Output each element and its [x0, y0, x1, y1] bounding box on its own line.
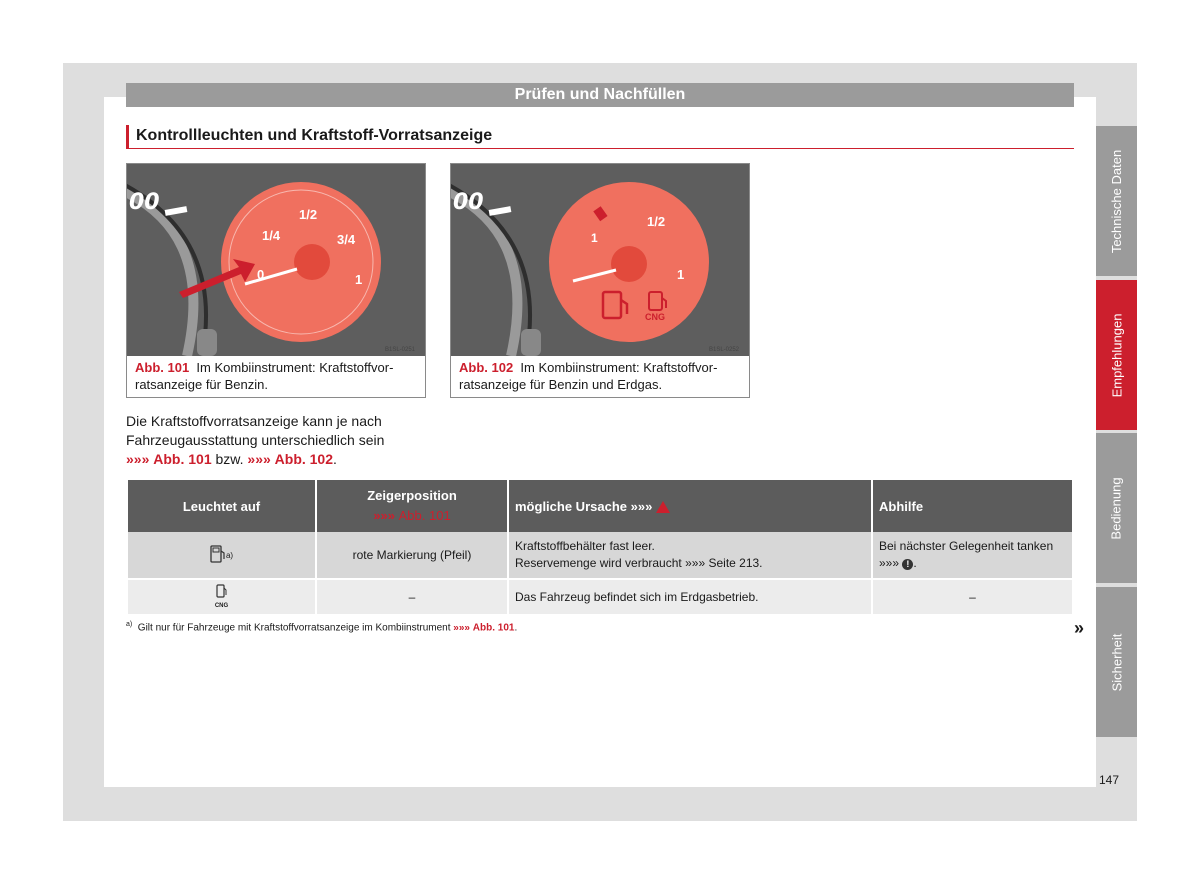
link-abb-101[interactable]: Abb. 101: [398, 508, 451, 523]
gauge-mark-half: 1/2: [299, 207, 318, 222]
gauge-mark-quarter: 1/4: [262, 228, 281, 243]
section-header: Prüfen und Nachfüllen: [126, 83, 1074, 107]
gauge-mark-full: 1: [355, 272, 363, 287]
figure-101: [126, 163, 426, 398]
info-circle-icon: !: [902, 559, 913, 570]
fuel-pump-icon: [210, 545, 226, 563]
footnote: $^{a)}$ Gilt nur für Fahrzeuge mit Kraftstoffvorratsanzeige im Kombiinstrument »»» Abb. 101.: [126, 621, 518, 634]
header-moegliche-ursache: mögliche Ursache »»»: [509, 480, 871, 532]
figure-code: B1SL-0251: [385, 347, 416, 353]
header-leuchtet-auf: Leuchtet auf: [128, 480, 315, 532]
table-row: $^{a)}$ rote Markierung (Pfeil) Kraftstoffbehälter fast leer. Reservemenge wird verbraucht »»» Seite 213. Bei nächster Gelegenheit tanken »»» ! .: [128, 532, 1072, 580]
continue-marker: »: [1074, 618, 1085, 638]
cng-label: CNG: [645, 312, 665, 322]
side-tab-empfehlungen[interactable]: Empfehlungen: [1096, 280, 1137, 430]
gauge-mark-full: 1: [677, 267, 685, 282]
warning-light-table: [126, 480, 1074, 616]
gauge-mark-three-quarter: 3/4: [337, 232, 356, 247]
link-abb-102[interactable]: Abb. 102: [274, 451, 334, 467]
link-seite-213[interactable]: Seite 213.: [708, 556, 763, 570]
page-number: 147: [1099, 773, 1120, 787]
side-tab-sicherheit[interactable]: Sicherheit: [1096, 587, 1137, 737]
table-row: CNG – Das Fahrzeug befindet sich im Erdgasbetrieb. –: [128, 580, 1072, 616]
figure-code: B1SL-0252: [709, 347, 740, 353]
figure-102: [450, 163, 750, 398]
gauge-mark-half: 1/2: [647, 214, 666, 229]
gauge-mark-zero: 0: [257, 267, 265, 282]
figure-caption: Abb. 102 Im Kombiinstrument: Kraftstoffvorratsanzeige für Benzin und Erdgas.: [459, 360, 718, 392]
side-tab-technische-daten[interactable]: Technische Daten: [1096, 126, 1137, 276]
link-abb-101[interactable]: Abb. 101: [153, 451, 212, 467]
figure-caption: Abb. 101 Im Kombiinstrument: Kraftstoffvorratsanzeige für Benzin.: [135, 360, 394, 392]
cng-fuel-icon: [216, 584, 228, 598]
header-zeigerposition: Zeigerposition »»» Abb. 101: [317, 480, 507, 532]
page-heading: Kontrollleuchten und Kraftstoff-Vorratsanzeige: [126, 125, 1074, 149]
header-abhilfe: Abhilfe: [873, 480, 1072, 532]
gauge-mark-full-cng: 1: [591, 231, 598, 245]
body-paragraph: Die Kraftstoffvorratsanzeige kann je nach Fahrzeugausstattung unterschiedlich sein »»» Abb. 101 bzw. »»» Abb. 102.: [126, 413, 385, 467]
fuel-gauge-benzin-image: [127, 164, 425, 356]
link-abb-101[interactable]: Abb. 101: [472, 622, 515, 634]
fuel-gauge-cng-image: [451, 164, 749, 356]
speed-digits: 00: [453, 190, 484, 215]
speed-digits: 00: [129, 190, 160, 215]
warning-triangle-icon: [656, 501, 670, 513]
side-tab-bedienung[interactable]: Bedienung: [1096, 433, 1137, 583]
